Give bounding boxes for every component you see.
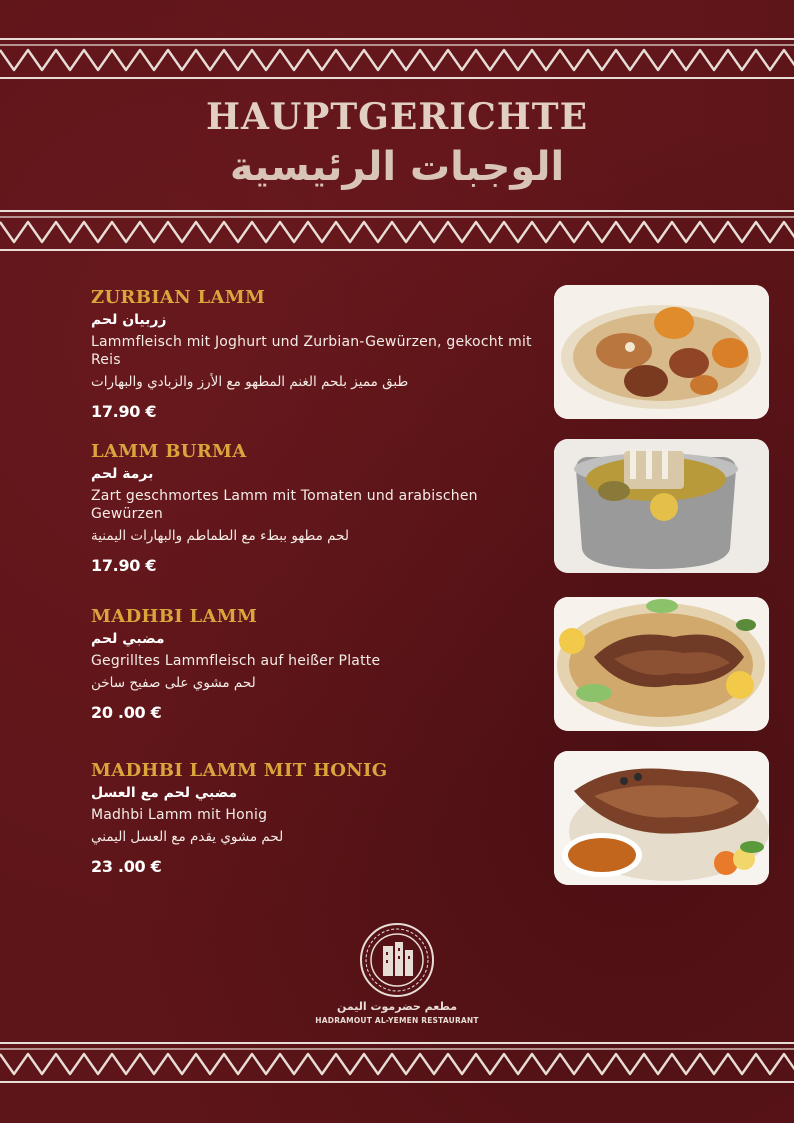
restaurant-logo (359, 922, 435, 998)
logo-english-text: HADRAMOUT AL-YEMEN RESTAURANT (315, 1016, 479, 1025)
item-name: MADHBI LAMM (91, 606, 258, 627)
item-price: 17.90 € (91, 402, 157, 421)
item-price: 17.90 € (91, 556, 157, 575)
item-arabic-name: زربيان لحم (91, 312, 167, 328)
lamm-burma-photo (554, 439, 769, 573)
item-arabic-name: مضبي لحم مع العسل (91, 785, 238, 801)
item-name: LAMM BURMA (91, 441, 247, 462)
item-price: 23 .00 € (91, 857, 162, 876)
item-name: ZURBIAN LAMM (91, 287, 266, 308)
item-description: Zart geschmortes Lamm mit Tomaten und arabischen Gewürzen (91, 488, 478, 522)
menu-item-madhbi-lamm-mit-honig (91, 760, 541, 876)
item-description: Lammfleisch mit Joghurt und Zurbian-Gewürzen, gekocht mit Reis (91, 334, 532, 368)
menu-item-lamm-burma (91, 441, 541, 575)
zurbian-lamm-photo (554, 285, 769, 419)
item-arabic-name: برمة لحم (91, 466, 154, 482)
zigzag-border-middle (0, 208, 794, 252)
item-description-arabic: لحم مشوي يقدم مع العسل اليمني (91, 829, 284, 845)
item-description: Madhbi Lamm mit Honig (91, 807, 268, 823)
item-price: 20 .00 € (91, 703, 162, 722)
menu-item-zurbian-lamm (91, 287, 541, 421)
item-description-arabic: لحم مشوي على صفيح ساخن (91, 675, 256, 691)
zigzag-border-bottom (0, 1040, 794, 1084)
logo-arabic-text: مطعم حضرموت اليمن (336, 1000, 458, 1013)
menu-item-madhbi-lamm (91, 606, 541, 722)
item-description-arabic: لحم مطهو ببطء مع الطماطم والبهارات اليمنية (91, 528, 349, 544)
page-title: HAUPTGERICHTE (205, 96, 589, 138)
madhbi-lamm-mit-honig-photo (554, 751, 769, 885)
item-arabic-name: مضبي لحم (91, 631, 165, 647)
zigzag-border-top (0, 36, 794, 80)
madhbi-lamm-photo (554, 597, 769, 731)
item-name: MADHBI LAMM MIT HONIG (91, 760, 388, 781)
item-description: Gegrilltes Lammfleisch auf heißer Platte (91, 653, 381, 669)
item-description-arabic: طبق مميز بلحم الغنم المطهو مع الأرز والزبادي والبهارات (91, 374, 409, 390)
page-title-arabic: الوجبات الرئيسية (229, 144, 565, 190)
